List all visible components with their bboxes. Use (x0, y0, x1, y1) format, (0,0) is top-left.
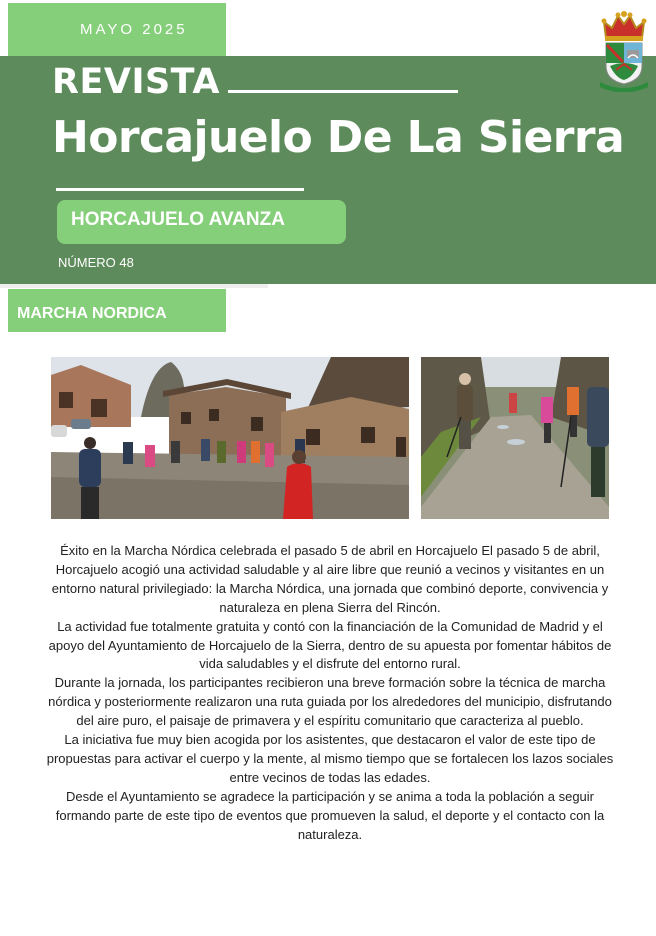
magazine-label: REVISTA (52, 62, 220, 102)
article-paragraph: Durante la jornada, los participantes recibieron una breve formación sobre la técnica de marcha nórdica y posteriormente realizaron una ruta guiada por los alrededores del municipio, disfrutando del aire puro, el paisaje de primavera y el espíritu comunitario que caracteriza al pueblo. (48, 675, 612, 729)
title-divider (228, 90, 458, 93)
coat-of-arms-icon (598, 8, 650, 92)
trail-walk-photo (421, 357, 609, 519)
article-paragraph: La iniciativa fue muy bien acogida por los asistentes, que destacaron el valor de este tipo de propuestas para activar el cuerpo y la mente, al mismo tiempo que se fortalecen los lazos sociales entre vecinos de todas las edades. (46, 732, 614, 785)
subtitle-divider (56, 188, 304, 191)
topic-divider (0, 284, 268, 288)
article-paragraph: Desde el Ayuntamiento se agradece la participación y se anima a toda la población a seguir formando parte de este tipo de eventos que promueven la salud, el deporte y el contacto con la naturaleza. (55, 788, 605, 842)
page-title: Horcajuelo De La Sierra (52, 112, 625, 163)
article-paragraph: La actividad fue totalmente gratuita y contó con la financiación de la Comunidad de Madrid y el apoyo del Ayuntamiento de Horcajuelo de la Sierra, dentro de su apuesta por fomentar hábitos de vida saludables y el disfrute del entorno rural. (48, 618, 612, 672)
section-badge: HORCAJUELO AVANZA (57, 200, 346, 244)
article-paragraph: Éxito en la Marcha Nórdica celebrada el pasado 5 de abril en Horcajuelo El pasado 5 de abril, Horcajuelo acogió una actividad saludable y al aire libre que reunió a vecinos y visitantes en un entorno natural privilegiado: la Marcha Nórdica, una jornada que combinó deporte, convivencia y naturaleza en plena Sierra del Rincón. (51, 543, 609, 615)
date-label: MAYO 2025 (8, 3, 226, 61)
village-square-photo (51, 357, 409, 519)
article-body (42, 542, 618, 845)
article-topic: MARCHA NORDICA (8, 289, 226, 332)
issue-number: NÚMERO 48 (58, 255, 134, 270)
